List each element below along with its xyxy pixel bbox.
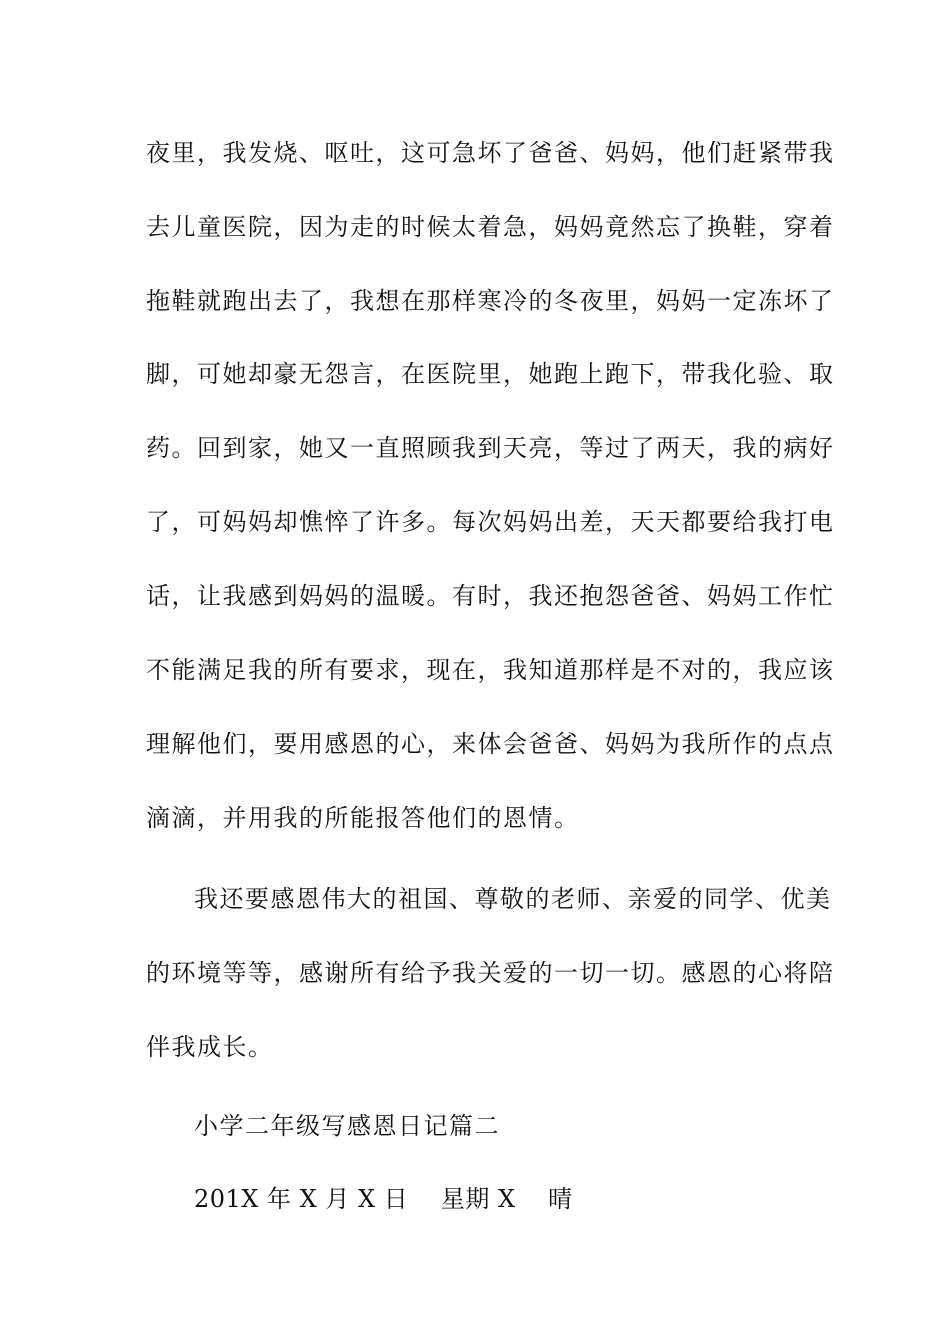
section-title: 小学二年级写感恩日记篇二: [194, 1112, 500, 1140]
paragraph-line: 脚，可她却豪无怨言，在医院里，她跑上跑下，带我化验、取: [146, 360, 835, 388]
paragraph-line: 拖鞋就跑出去了，我想在那样寒冷的冬夜里，妈妈一定冻坏了: [146, 287, 835, 315]
paragraph-line: 我还要感恩伟大的祖国、尊敬的老师、亲爱的同学、优美: [194, 885, 832, 913]
paragraph-line: 滴滴，并用我的所能报答他们的恩情。: [146, 804, 580, 832]
paragraph-line: 伴我成长。: [146, 1033, 274, 1061]
paragraph-line: 理解他们，要用感恩的心，来体会爸爸、妈妈为我所作的点点: [146, 730, 835, 758]
paragraph-line: 的环境等等，感谢所有给予我关爱的一切一切。感恩的心将陪: [146, 959, 835, 987]
paragraph-line: 夜里，我发烧、呕吐，这可急坏了爸爸、妈妈，他们赶紧带我: [146, 139, 835, 167]
paragraph-line: 话，让我感到妈妈的温暖。有时，我还抱怨爸爸、妈妈工作忙: [146, 582, 835, 610]
paragraph-line: 去儿童医院，因为走的时候太着急，妈妈竟然忘了换鞋，穿着: [146, 213, 835, 241]
date-line: 201X 年 X 月 X 日 星期 X 晴: [194, 1185, 573, 1213]
paragraph-line: 不能满足我的所有要求，现在，我知道那样是不对的，我应该: [146, 656, 835, 684]
paragraph-line: 药。回到家，她又一直照顾我到天亮，等过了两天，我的病好: [146, 434, 835, 462]
paragraph-line: 了，可妈妈却憔悴了许多。每次妈妈出差，天天都要给我打电: [146, 508, 835, 536]
